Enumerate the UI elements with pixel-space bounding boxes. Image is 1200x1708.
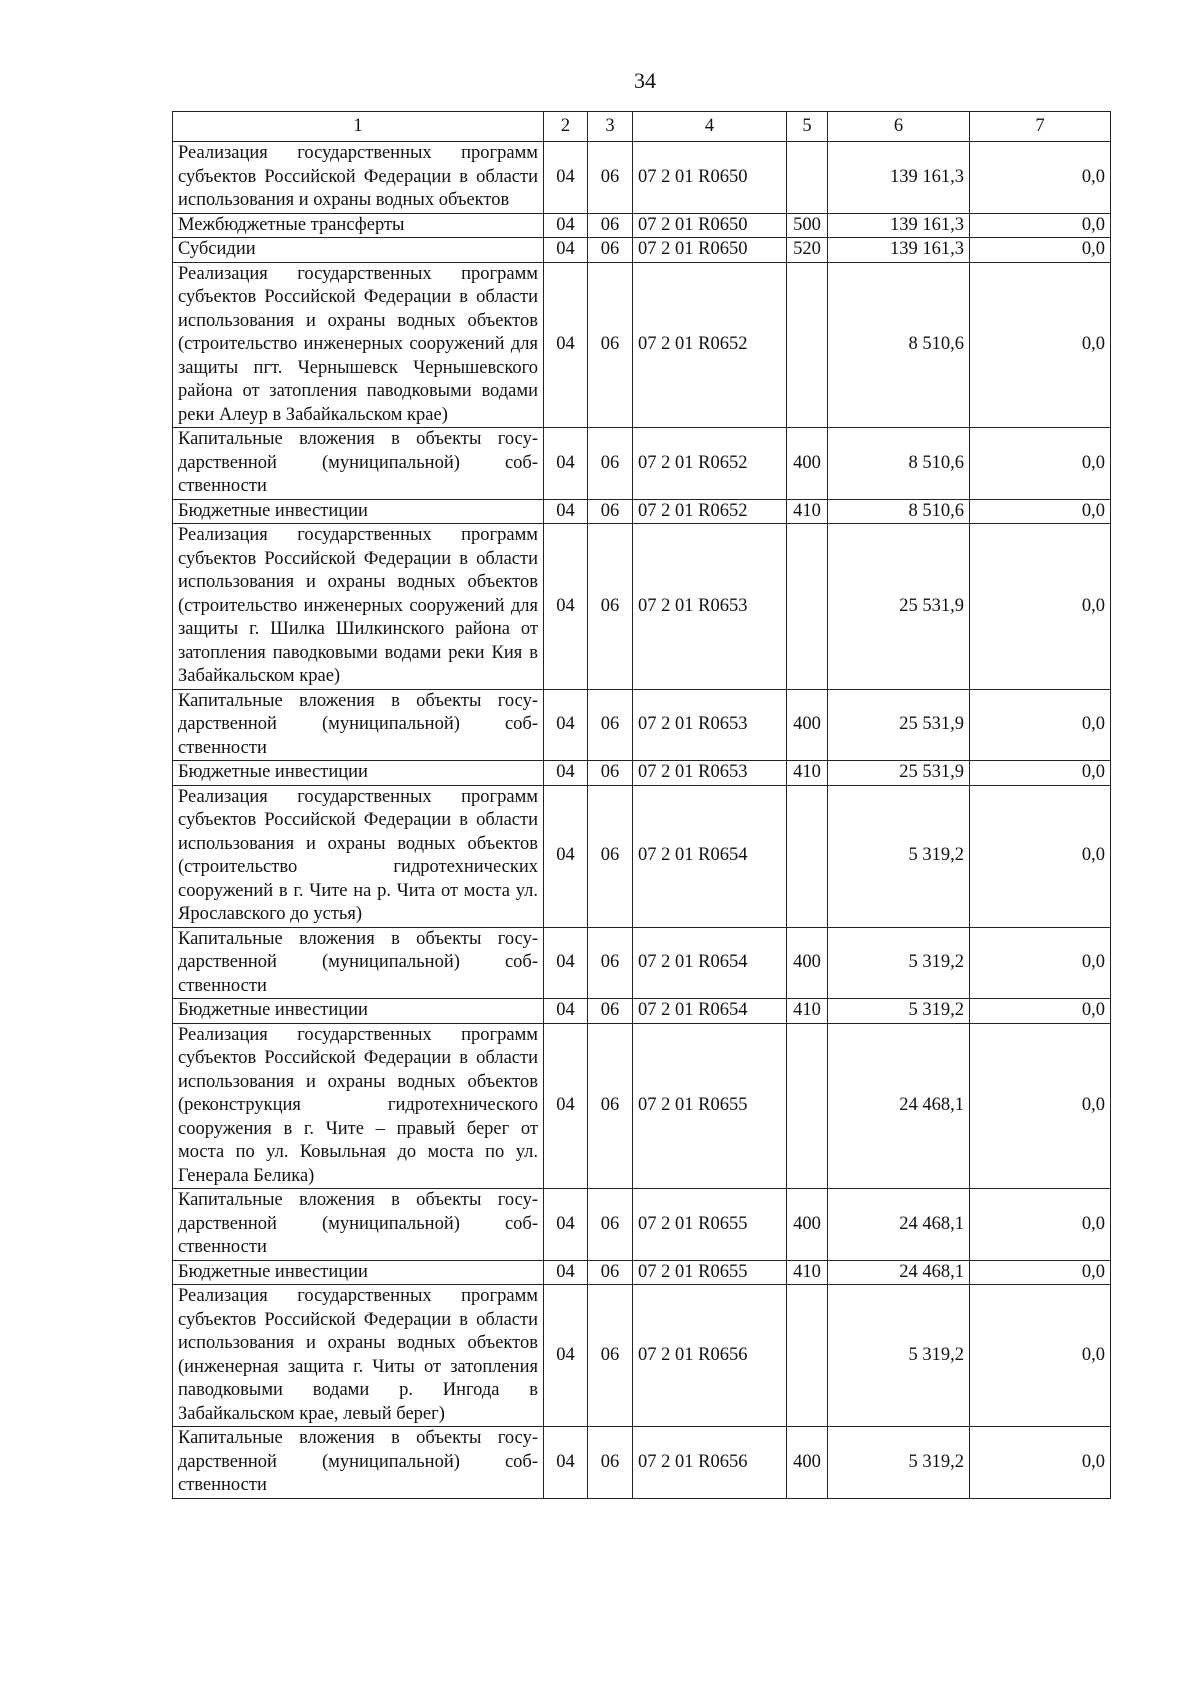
expense-type-code <box>787 524 828 690</box>
row-name: Реализация государственных программ субъектов Российской Федерации в области использования и охраны водных объектов <box>173 142 544 214</box>
amount-secondary: 0,0 <box>970 428 1111 500</box>
table-row <box>173 927 1111 999</box>
target-article-code: 07 2 01 R0652 <box>633 262 787 428</box>
table-row <box>173 213 1111 238</box>
section-code: 04 <box>544 524 588 690</box>
row-name: Бюджетные инвестиции <box>173 999 544 1024</box>
table-row <box>173 428 1111 500</box>
amount: 139 161,3 <box>828 213 970 238</box>
column-header: 5 <box>787 112 828 142</box>
subsection-code: 06 <box>588 238 633 263</box>
subsection-code: 06 <box>588 1260 633 1285</box>
column-header: 2 <box>544 112 588 142</box>
section-code: 04 <box>544 1260 588 1285</box>
section-code: 04 <box>544 142 588 214</box>
target-article-code: 07 2 01 R0654 <box>633 927 787 999</box>
amount-secondary: 0,0 <box>970 238 1111 263</box>
amount: 25 531,9 <box>828 761 970 786</box>
section-code: 04 <box>544 1023 588 1189</box>
table-row <box>173 1427 1111 1499</box>
row-name: Капитальные вложения в объекты государственной (муниципальной) собственности <box>173 1189 544 1261</box>
expense-type-code: 520 <box>787 238 828 263</box>
amount: 5 319,2 <box>828 1427 970 1499</box>
table-row <box>173 761 1111 786</box>
amount-secondary: 0,0 <box>970 499 1111 524</box>
amount-secondary: 0,0 <box>970 262 1111 428</box>
expense-type-code: 500 <box>787 213 828 238</box>
row-name: Реализация государственных программ субъектов Российской Федерации в области использования и охраны водных объектов (инженерная защита г. Читы от затопления паводковыми водами р. Ингода в Забайкальском крае, левый берег) <box>173 1285 544 1427</box>
subsection-code: 06 <box>588 1285 633 1427</box>
expense-type-code: 410 <box>787 499 828 524</box>
amount: 24 468,1 <box>828 1023 970 1189</box>
table-row <box>173 1189 1111 1261</box>
row-name: Реализация государственных программ субъектов Российской Федерации в области использования и охраны водных объектов (строительство гидротехнических сооружений в г. Чите на р. Чита от моста ул. Ярославского до устья) <box>173 785 544 927</box>
amount-secondary: 0,0 <box>970 999 1111 1024</box>
table-row <box>173 1285 1111 1427</box>
amount: 5 319,2 <box>828 999 970 1024</box>
target-article-code: 07 2 01 R0656 <box>633 1427 787 1499</box>
row-name: Бюджетные инвестиции <box>173 499 544 524</box>
section-code: 04 <box>544 1427 588 1499</box>
column-header: 4 <box>633 112 787 142</box>
amount-secondary: 0,0 <box>970 927 1111 999</box>
target-article-code: 07 2 01 R0654 <box>633 999 787 1024</box>
section-code: 04 <box>544 689 588 761</box>
subsection-code: 06 <box>588 262 633 428</box>
table-row <box>173 999 1111 1024</box>
expense-type-code <box>787 142 828 214</box>
expense-type-code <box>787 262 828 428</box>
target-article-code: 07 2 01 R0656 <box>633 1285 787 1427</box>
row-name: Капитальные вложения в объекты государственной (муниципальной) собственности <box>173 1427 544 1499</box>
table-row <box>173 262 1111 428</box>
section-code: 04 <box>544 262 588 428</box>
subsection-code: 06 <box>588 785 633 927</box>
expense-type-code: 400 <box>787 428 828 500</box>
section-code: 04 <box>544 761 588 786</box>
target-article-code: 07 2 01 R0650 <box>633 142 787 214</box>
amount-secondary: 0,0 <box>970 1189 1111 1261</box>
subsection-code: 06 <box>588 524 633 690</box>
row-name: Бюджетные инвестиции <box>173 761 544 786</box>
row-name: Реализация государственных программ субъектов Российской Федерации в области использования и охраны водных объектов (строительство инженерных сооружений для защиты пгт. Чернышевск Чернышевского района от затопления паводковыми водами реки Алеур в Забайкальском крае) <box>173 262 544 428</box>
target-article-code: 07 2 01 R0654 <box>633 785 787 927</box>
table-row <box>173 524 1111 690</box>
target-article-code: 07 2 01 R0650 <box>633 238 787 263</box>
page-number: 34 <box>634 68 656 93</box>
column-header: 6 <box>828 112 970 142</box>
expense-type-code: 410 <box>787 761 828 786</box>
target-article-code: 07 2 01 R0653 <box>633 689 787 761</box>
expense-type-code: 400 <box>787 689 828 761</box>
row-name: Реализация государственных программ субъектов Российской Федерации в области использования и охраны водных объектов (реконструкция гидротехнического сооружения в г. Чите – правый берег от моста по ул. Ковыльная до моста по ул. Генерала Белика) <box>173 1023 544 1189</box>
subsection-code: 06 <box>588 999 633 1024</box>
amount-secondary: 0,0 <box>970 1023 1111 1189</box>
subsection-code: 06 <box>588 499 633 524</box>
amount: 8 510,6 <box>828 428 970 500</box>
target-article-code: 07 2 01 R0655 <box>633 1023 787 1189</box>
amount-secondary: 0,0 <box>970 142 1111 214</box>
subsection-code: 06 <box>588 1427 633 1499</box>
amount: 139 161,3 <box>828 238 970 263</box>
target-article-code: 07 2 01 R0652 <box>633 428 787 500</box>
subsection-code: 06 <box>588 142 633 214</box>
amount: 5 319,2 <box>828 785 970 927</box>
subsection-code: 06 <box>588 1189 633 1261</box>
amount: 8 510,6 <box>828 262 970 428</box>
target-article-code: 07 2 01 R0655 <box>633 1189 787 1261</box>
row-name: Реализация государственных программ субъектов Российской Федерации в области использования и охраны водных объектов (строительство инженерных сооружений для защиты г. Шилка Шилкинского района от затопления паводковыми водами реки Кия в Забайкальском крае) <box>173 524 544 690</box>
row-name: Субсидии <box>173 238 544 263</box>
column-header: 3 <box>588 112 633 142</box>
row-name: Бюджетные инвестиции <box>173 1260 544 1285</box>
column-header: 1 <box>173 112 544 142</box>
section-code: 04 <box>544 1285 588 1427</box>
expense-type-code: 410 <box>787 999 828 1024</box>
column-header: 7 <box>970 112 1111 142</box>
table-row <box>173 1023 1111 1189</box>
subsection-code: 06 <box>588 927 633 999</box>
expense-type-code: 400 <box>787 1427 828 1499</box>
row-name: Капитальные вложения в объекты государственной (муниципальной) собственности <box>173 428 544 500</box>
target-article-code: 07 2 01 R0653 <box>633 761 787 786</box>
amount-secondary: 0,0 <box>970 1260 1111 1285</box>
expense-type-code <box>787 785 828 927</box>
amount: 5 319,2 <box>828 927 970 999</box>
table-row <box>173 785 1111 927</box>
table-row <box>173 142 1111 214</box>
table-row <box>173 238 1111 263</box>
section-code: 04 <box>544 499 588 524</box>
expense-type-code <box>787 1285 828 1427</box>
section-code: 04 <box>544 785 588 927</box>
section-code: 04 <box>544 999 588 1024</box>
subsection-code: 06 <box>588 428 633 500</box>
row-name: Капитальные вложения в объекты государственной (муниципальной) собственности <box>173 927 544 999</box>
subsection-code: 06 <box>588 213 633 238</box>
amount: 5 319,2 <box>828 1285 970 1427</box>
table-row <box>173 499 1111 524</box>
row-name: Межбюджетные трансферты <box>173 213 544 238</box>
amount-secondary: 0,0 <box>970 524 1111 690</box>
expense-type-code: 410 <box>787 1260 828 1285</box>
section-code: 04 <box>544 238 588 263</box>
subsection-code: 06 <box>588 761 633 786</box>
section-code: 04 <box>544 213 588 238</box>
expense-type-code <box>787 1023 828 1189</box>
amount-secondary: 0,0 <box>970 689 1111 761</box>
amount: 24 468,1 <box>828 1260 970 1285</box>
amount-secondary: 0,0 <box>970 213 1111 238</box>
expense-type-code: 400 <box>787 1189 828 1261</box>
target-article-code: 07 2 01 R0650 <box>633 213 787 238</box>
amount: 25 531,9 <box>828 689 970 761</box>
subsection-code: 06 <box>588 1023 633 1189</box>
amount: 8 510,6 <box>828 499 970 524</box>
section-code: 04 <box>544 428 588 500</box>
amount: 25 531,9 <box>828 524 970 690</box>
row-name: Капитальные вложения в объекты государственной (муниципальной) собственности <box>173 689 544 761</box>
target-article-code: 07 2 01 R0655 <box>633 1260 787 1285</box>
target-article-code: 07 2 01 R0653 <box>633 524 787 690</box>
amount-secondary: 0,0 <box>970 761 1111 786</box>
table-row <box>173 689 1111 761</box>
subsection-code: 06 <box>588 689 633 761</box>
header-row <box>173 112 1111 142</box>
expense-type-code: 400 <box>787 927 828 999</box>
amount-secondary: 0,0 <box>970 785 1111 927</box>
section-code: 04 <box>544 927 588 999</box>
target-article-code: 07 2 01 R0652 <box>633 499 787 524</box>
section-code: 04 <box>544 1189 588 1261</box>
amount-secondary: 0,0 <box>970 1285 1111 1427</box>
amount: 139 161,3 <box>828 142 970 214</box>
table-row <box>173 1260 1111 1285</box>
amount: 24 468,1 <box>828 1189 970 1261</box>
budget-table <box>172 111 1111 1499</box>
amount-secondary: 0,0 <box>970 1427 1111 1499</box>
